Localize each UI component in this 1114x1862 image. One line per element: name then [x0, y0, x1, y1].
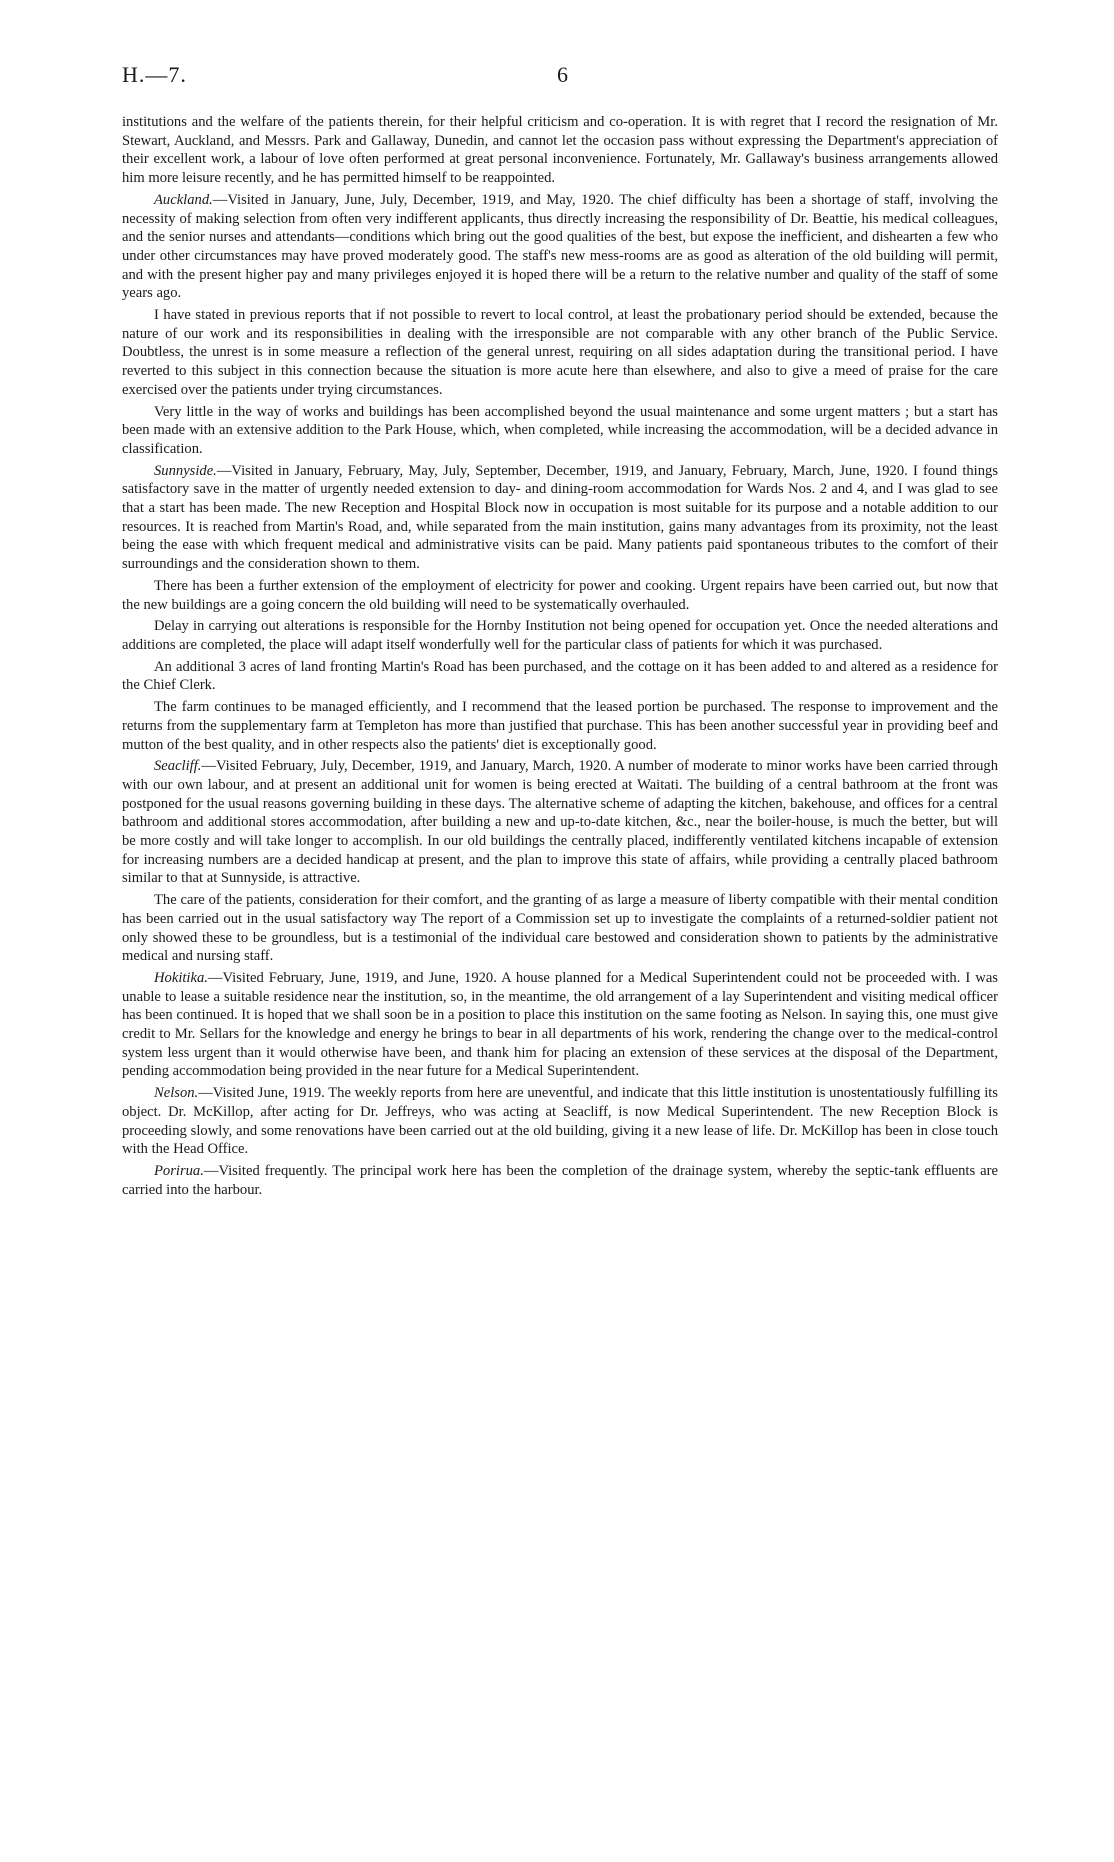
paragraph-text: There has been a further extension of the employment of electricity for power and cooking. Urgent repairs have been carried out, but now that the new buildings are a going concern the old building will need to be systematically overhauled. — [122, 577, 998, 613]
section-heading-auckland: Auckland. — [154, 191, 213, 208]
paragraph-sunnyside — [122, 462, 998, 574]
paragraph-text: —Visited in January, February, May, July, September, December, 1919, and January, February, March, June, 1920. I found things satisfactory save in the matter of urgently needed extension to day- and dining-room accommodation for Wards Nos. 2 and 4, and I was glad to see that a start has been made. The new Reception and Hospital Block now in occupation is most suitable for its purpose and a notable addition to our resources. It is reached from Martin's Road, and, while separated from the main institution, gains many advantages from its proximity, not the least being the ease with which frequent medical and administrative visits can be paid. Many patients paid spontaneous tributes to the comfort of their surroundings and the consideration shown to them. — [122, 462, 998, 573]
paragraph-hokitika — [122, 969, 998, 1081]
page-number: 6 — [557, 62, 568, 87]
paragraph-works-auckland — [122, 403, 998, 459]
paragraph-text: An additional 3 acres of land fronting Martin's Road has been purchased, and the cottage on it has been added to and altered as a residence for the Chief Clerk. — [122, 658, 998, 694]
paragraph-land — [122, 658, 998, 695]
paragraph-auckland — [122, 191, 998, 303]
paragraph-probation — [122, 306, 998, 400]
paragraph-text: —Visited in January, June, July, December, 1919, and May, 1920. The chief difficulty has been a shortage of staff, involving the necessity of making selection from often very indifferent applicants, thus directly increasing the responsibility of Dr. Beattie, his medical colleagues, and the senior nurses and attendants—conditions which bring out the good qualities of the best, but expose the inefficient, and dishearten a few who under other circumstances may have proved moderately good. The staff's new mess-rooms are as good as alteration of the old building will permit, and with the present higher pay and many privileges enjoyed it is hoped there will be a return to the relative number and quality of the staff of some years ago. — [122, 191, 998, 302]
paragraph-text: institutions and the welfare of the patients therein, for their helpful criticism and co-operation. It is with regret that I record the resignation of Mr. Stewart, Auckland, and Messrs. Park and Gallaway, Dunedin, and cannot let the occasion pass without expressing the Department's appreciation of their excellent work, a labour of love often performed at great personal inconvenience. Fortunately, Mr. Gallaway's business arrangements allowed him more leisure recently, and he has permitted himself to be reappointed. — [122, 114, 998, 187]
paragraph-electricity — [122, 577, 998, 614]
paragraph-patient-care — [122, 891, 998, 966]
section-heading-porirua: Porirua. — [154, 1162, 204, 1179]
paragraph-committees — [122, 113, 998, 188]
paragraph-nelson — [122, 1084, 998, 1159]
section-heading-hokitika: Hokitika. — [154, 969, 208, 986]
section-heading-seacliff: Seacliff. — [154, 758, 202, 775]
paragraph-farm — [122, 698, 998, 754]
paragraph-hornby — [122, 617, 998, 654]
paragraph-text: Very little in the way of works and buildings has been accomplished beyond the usual maintenance and some urgent matters ; but a start has been made with an extensive addition to the Park House, which, when completed, while increasing the accommodation, will be a decided advance in classification. — [122, 403, 998, 457]
paragraph-text: —Visited frequently. The principal work here has been the completion of the drainage system, whereby the septic-tank effluents are carried into the harbour. — [122, 1162, 998, 1198]
paragraph-text: —Visited June, 1919. The weekly reports from here are uneventful, and indicate that this little institution is unostentatiously fulfilling its object. Dr. McKillop, after acting for Dr. Jeffreys, who was acting at Seacliff, is now Medical Superintendent. The new Reception Block is proceeding slowly, and some renovations have been carried out at the old building, giving it a new lease of life. Dr. McKillop has been in close touch with the Head Office. — [122, 1085, 998, 1158]
paragraph-text: Delay in carrying out alterations is responsible for the Hornby Institution not being opened for occupation yet. Once the needed alterations and additions are completed, the place will adapt itself wonderfully well for the particular class of patients for which it was purchased. — [122, 618, 998, 653]
paragraph-text: —Visited February, June, 1919, and June, 1920. A house planned for a Medical Superintendent could not be proceeded with. I was unable to lease a suitable residence near the institution, so, in the meantime, the old arrangement of a lay Superintendent and visiting medical officer has been continued. It is hoped that we shall soon be in a position to place this institution on the same footing as Nelson. In saying this, one must give credit to Mr. Sellars for the knowledge and energy he brings to bear in all departments of his work, rendering the change over to the medical-control system less urgent than it would otherwise have been, and thank him for placing an extension of these services at the disposal of the Department, pending accommodation being provided in the near future for a Medical Superintendent. — [122, 969, 998, 1080]
paragraph-seacliff — [122, 757, 998, 888]
paragraph-text: The care of the patients, consideration for their comfort, and the granting of as large a measure of liberty compatible with their mental condition has been carried out in the usual satisfactory way The report of a Commission set up to investigate the complaints of a returned-soldier patient not only showed these to be groundless, but is a testimonial of the individual care bestowed and consideration shown to patients by the administrative medical and nursing staff. — [122, 892, 998, 965]
paragraph-text: I have stated in previous reports that if not possible to revert to local control, at least the probationary period should be extended, because the nature of our work and its responsibilities in dealing with the irresponsible are not comparable with any other branch of the Public Service. Doubtless, the unrest is in some measure a reflection of the general unrest, requiring on all sides adaptation during the transitional period. I have reverted to this subject in this connection because the situation is more acute here than elsewhere, and also to give a meed of praise for the care exercised over the patients under trying circumstances. — [122, 307, 998, 398]
paragraph-porirua — [122, 1162, 998, 1199]
report-body — [122, 113, 998, 1202]
section-heading-sunnyside: Sunnyside. — [154, 462, 217, 479]
paragraph-text: —Visited February, July, December, 1919, and January, March, 1920. A number of moderate to minor works have been carried through with our own labour, and at present an additional unit for women is being erected at Waitati. The building of a central bathroom at the front was postponed for the usual reasons governing building in these days. The alternative scheme of adapting the kitchen, bakehouse, and offices for a central bathroom and additional stores accommodation, after building a new and up-to-date kitchen, &c., near the boiler-house, is much the better, but will be more costly and will take longer to accomplish. In our old buildings the centrally placed, indifferently ventilated kitchens incapable of extension for increasing numbers are a decided handicap at present, and the plan to improve this state of affairs, while providing a centrally placed bathroom similar to that at Sunnyside, is attractive. — [122, 758, 998, 887]
paragraph-text: The farm continues to be managed efficiently, and I recommend that the leased portion be purchased. The response to improvement and the returns from the supplementary farm at Templeton has more than justified that purchase. This has been another successful year in providing beef and mutton of the best quality, and in other respects also the patients' diet is exceptionally good. — [122, 699, 998, 753]
report-reference: H.—7. — [122, 62, 187, 87]
section-heading-nelson: Nelson. — [154, 1085, 199, 1102]
